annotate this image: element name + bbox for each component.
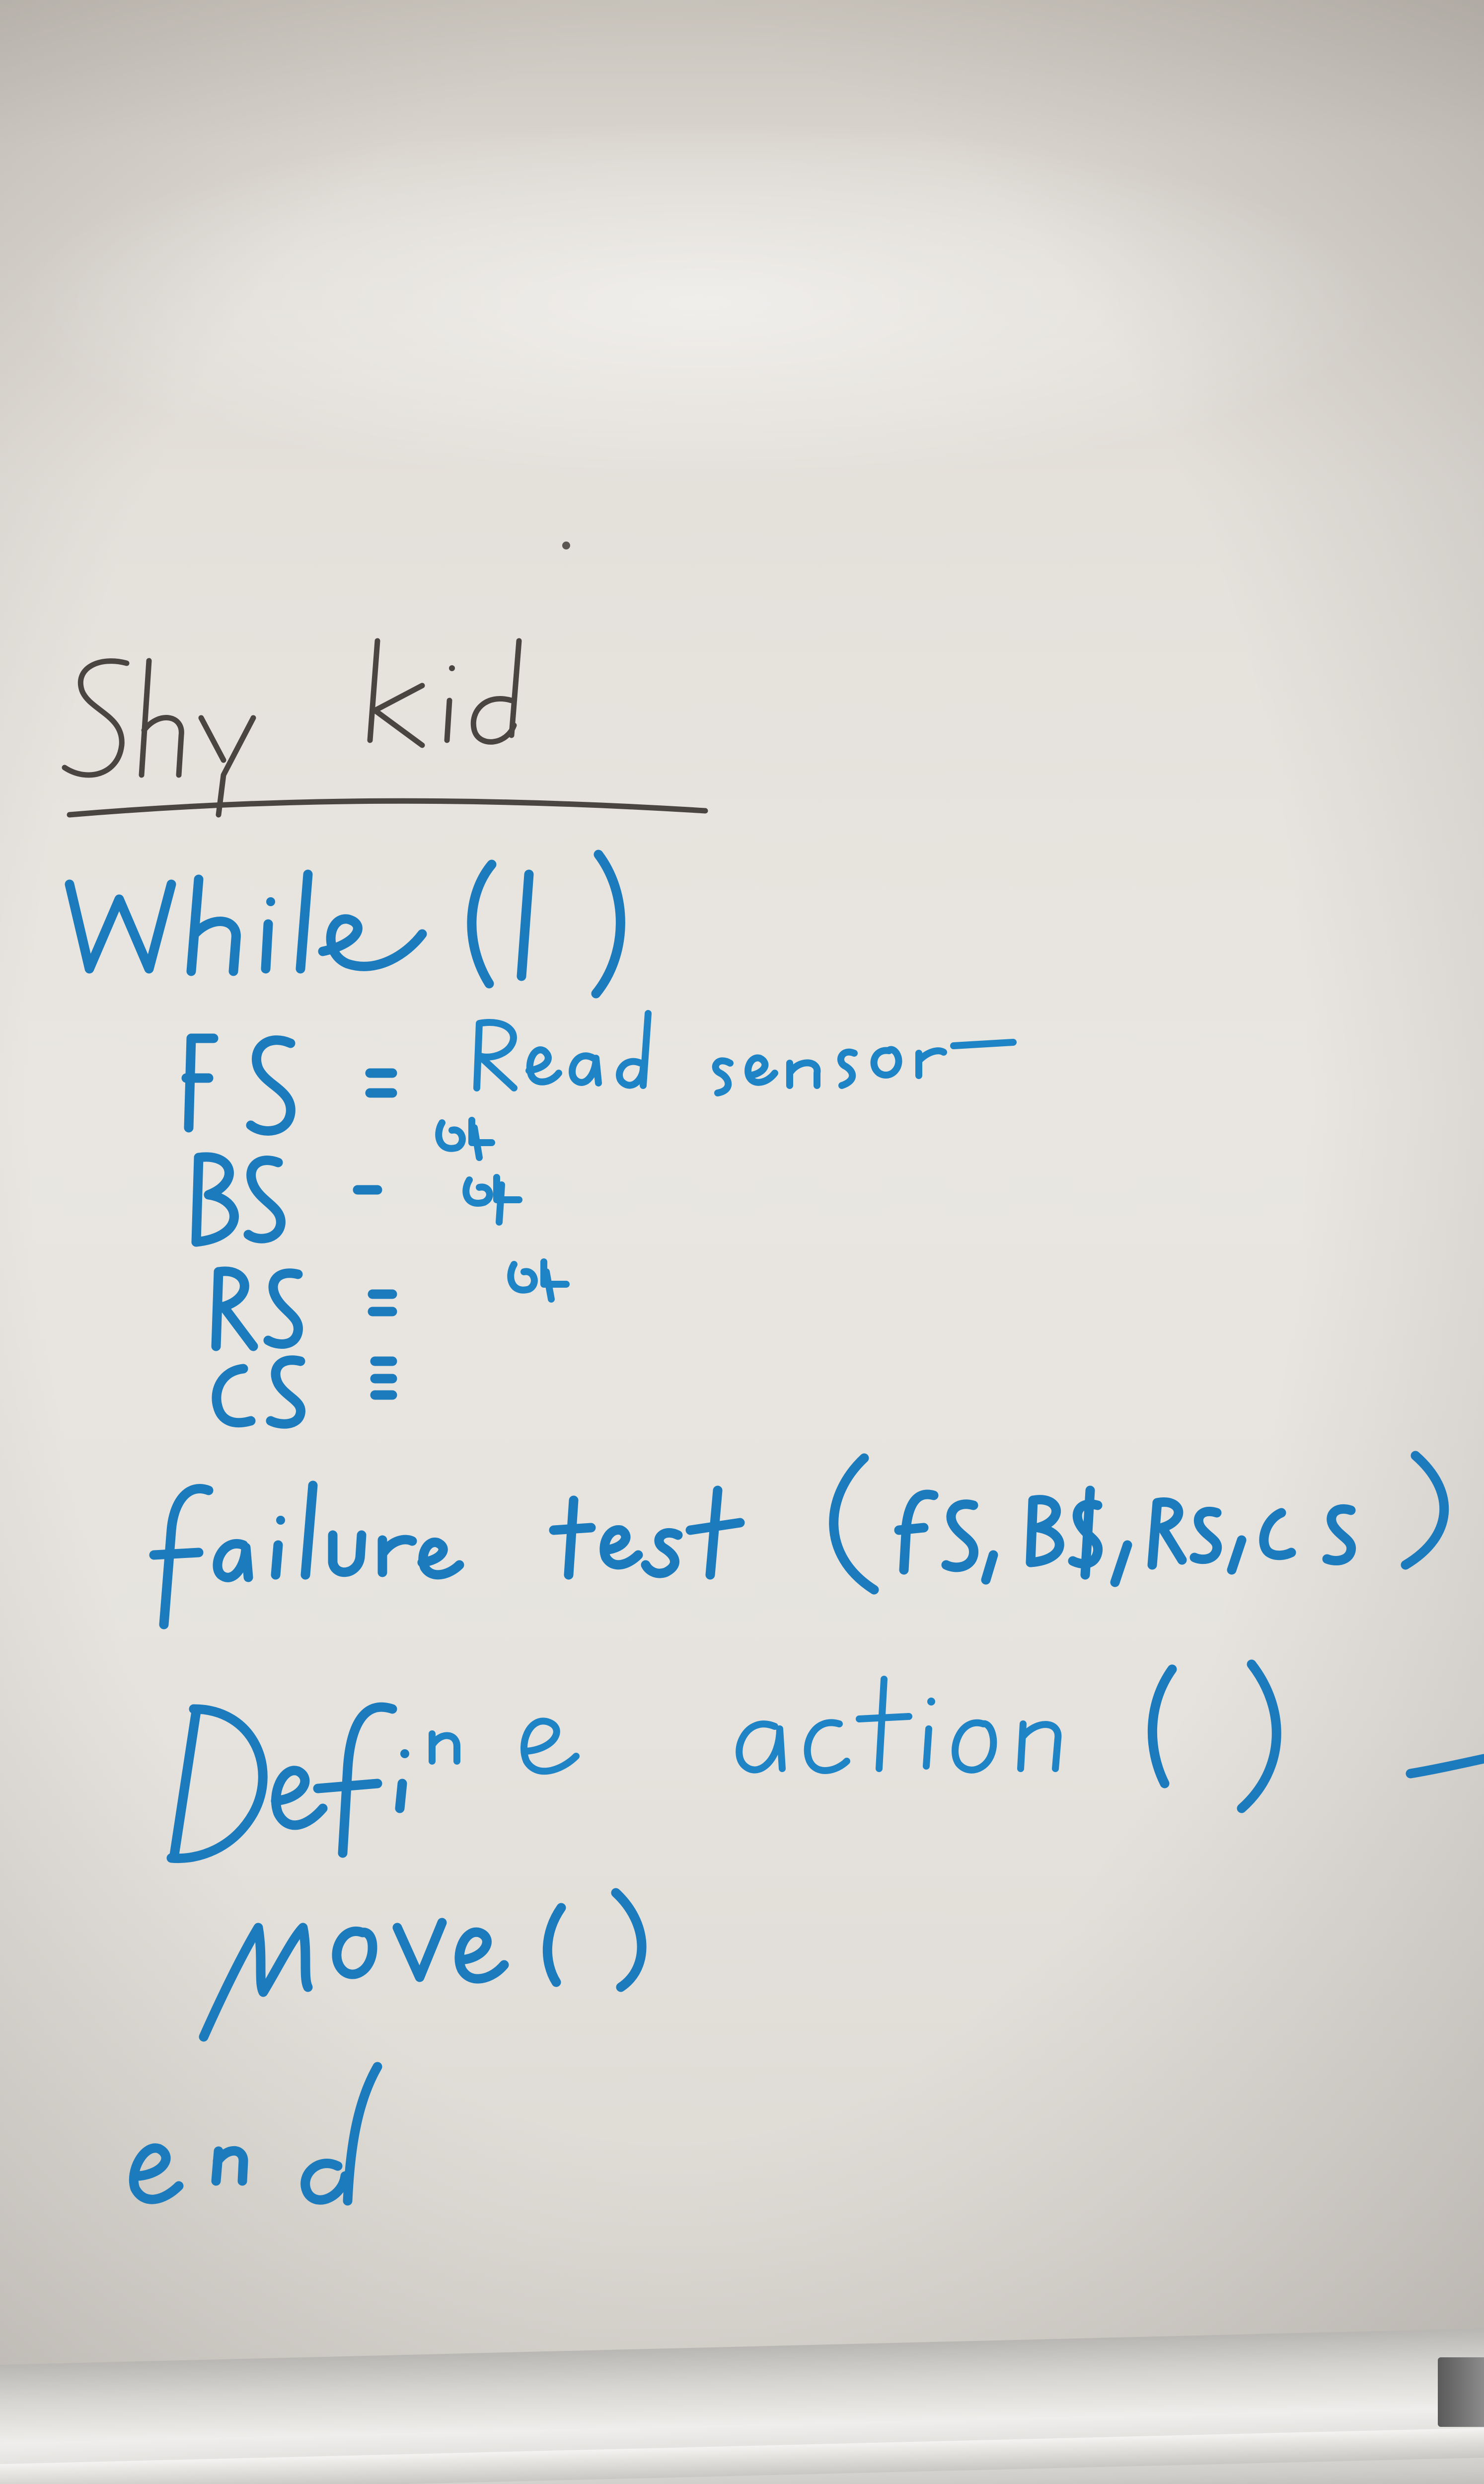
title-shy-kid bbox=[65, 641, 519, 815]
line-define-action bbox=[171, 1664, 1484, 1859]
marker-dot bbox=[562, 542, 570, 549]
title-underline bbox=[70, 801, 705, 815]
line-failure-test bbox=[154, 1456, 1444, 1625]
while-loop bbox=[70, 854, 620, 994]
tray-end-cap bbox=[1438, 2357, 1484, 2427]
line-move bbox=[204, 1893, 642, 2037]
line-fs bbox=[186, 1013, 1013, 1131]
line-end bbox=[134, 2067, 377, 2201]
line-rs bbox=[216, 1262, 566, 1346]
trailing-dash bbox=[1410, 1759, 1484, 1774]
line-ls bbox=[217, 1360, 392, 1424]
line-bs bbox=[196, 1120, 519, 1242]
